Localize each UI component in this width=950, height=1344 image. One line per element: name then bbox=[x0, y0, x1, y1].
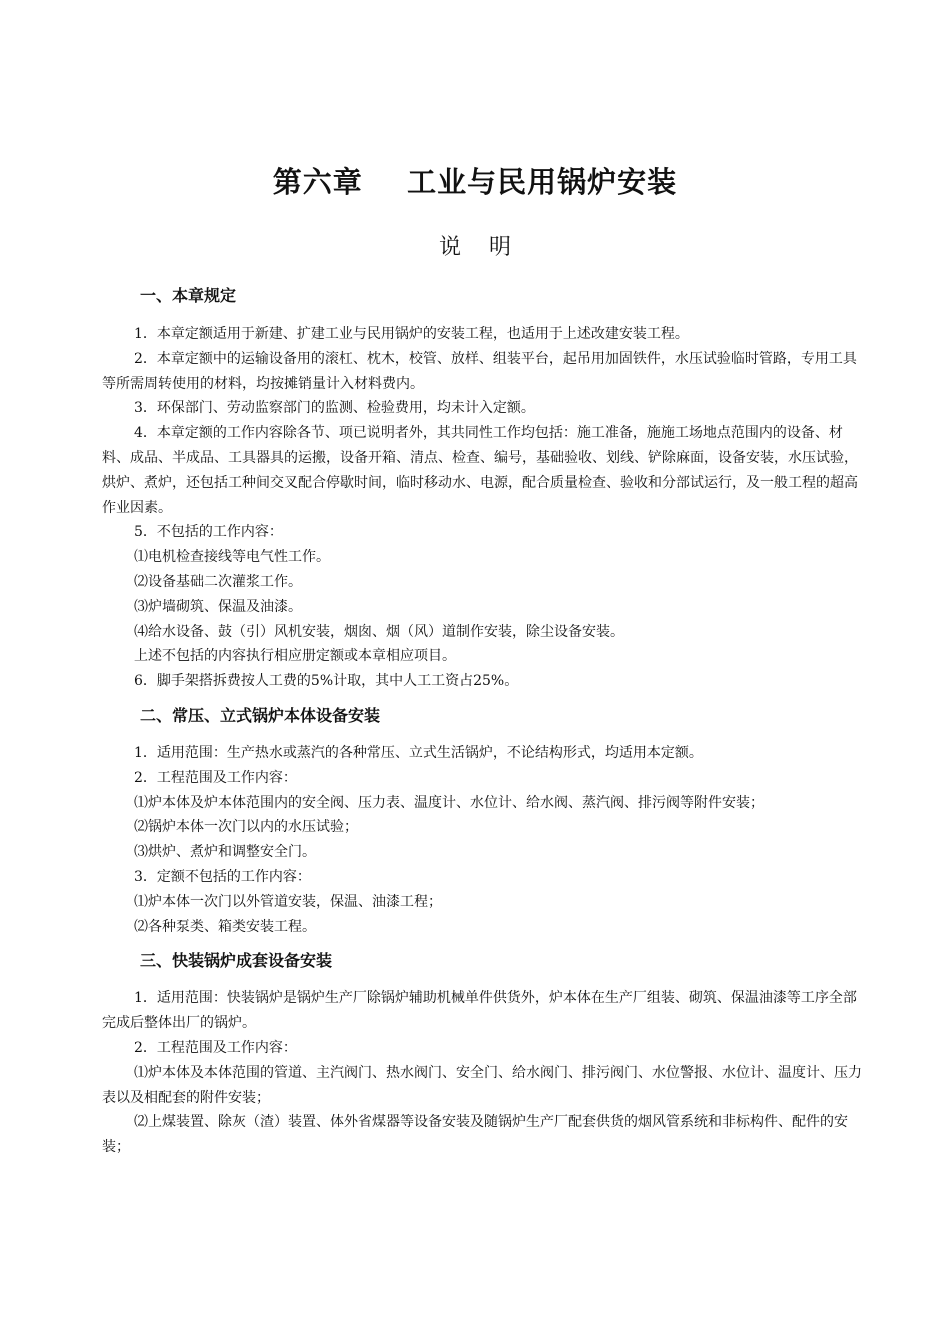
list-item: ⑴炉本体一次门以外管道安装，保温、油漆工程； bbox=[134, 893, 442, 910]
paragraph: 3．环保部门、劳动监察部门的监测、检验费用，均未计入定额。 bbox=[134, 400, 535, 417]
section-heading-3: 三、快装锅炉成套设备安装 bbox=[140, 951, 333, 971]
paragraph: 1．适用范围：快装锅炉是锅炉生产厂除锅炉辅助机械单件供货外，炉本体在生产厂组装、砌筑、保温油漆等工序全部完成后整体出厂的锅炉。 bbox=[102, 990, 857, 1032]
section-heading-2: 二、常压、立式锅炉本体设备安装 bbox=[140, 705, 381, 725]
paragraph: 2．本章定额中的运输设备用的滚杠、枕木，校管、放样、组装平台，起吊用加固铁件，水压试验临时管路，专用工具等所需周转使用的材料，均按摊销量计入材料费内。 bbox=[102, 350, 857, 392]
list-item: ⑵锅炉本体一次门以内的水压试验； bbox=[134, 819, 358, 836]
chapter-title: 第六章 工业与民用锅炉安装 bbox=[272, 165, 678, 199]
list-item: ⑷给水设备、鼓（引）风机安装，烟囱、烟（风）道制作安装，除尘设备安装。 bbox=[134, 623, 624, 640]
paragraph: 6．脚手架搭拆费按人工费的5%计取，其中人工工资占25%。 bbox=[134, 673, 519, 690]
paragraph: 5．不包括的工作内容： bbox=[134, 524, 283, 541]
list-item: ⑵设备基础二次灌浆工作。 bbox=[134, 573, 302, 590]
list-item: ⑵各种泵类、箱类安装工程。 bbox=[134, 918, 316, 935]
document-body bbox=[102, 280, 862, 1160]
list-item: ⑴电机检查接线等电气性工作。 bbox=[134, 549, 330, 566]
list-item: ⑶烘炉、煮炉和调整安全门。 bbox=[134, 844, 316, 861]
paragraph: 2．工程范围及工作内容： bbox=[134, 769, 297, 786]
list-item: ⑴炉本体及本体范围的管道、主汽阀门、热水阀门、安全门、给水阀门、排污阀门、水位警报、水位计、温度计、压力表以及相配套的附件安装； bbox=[102, 1064, 862, 1106]
list-item: ⑶炉墙砌筑、保温及油漆。 bbox=[134, 598, 302, 615]
list-item: ⑴炉本体及炉本体范围内的安全阀、压力表、温度计、水位计、给水阀、蒸汽阀、排污阀等附件安装； bbox=[134, 794, 764, 811]
paragraph: 2．工程范围及工作内容： bbox=[134, 1039, 297, 1056]
paragraph: 1．适用范围：生产热水或蒸汽的各种常压、立式生活锅炉，不论结构形式，均适用本定额。 bbox=[134, 744, 703, 761]
paragraph: 3．定额不包括的工作内容： bbox=[134, 868, 311, 885]
paragraph: 4．本章定额的工作内容除各节、项已说明者外，其共同性工作均包括：施工准备，施施工场地点范围内的设备、材料、成品、半成品、工具器具的运搬，设备开箱、清点、检查、编号，基础验收、划线、铲除麻面，设备安装，水压试验，烘炉、煮炉，还包括工种间交叉配合停歇时间，临时移动水、电源，配合质量检查、验收和分部试运行，及一般工程的超高作业因素。 bbox=[102, 425, 858, 516]
list-item: ⑵上煤装置、除灰（渣）装置、体外省煤器等设备安装及随锅炉生产厂配套供货的烟风管系统和非标构件、配件的安装； bbox=[102, 1114, 848, 1156]
paragraph: 1．本章定额适用于新建、扩建工业与民用锅炉的安装工程，也适用于上述改建安装工程。 bbox=[134, 326, 689, 342]
paragraph: 上述不包括的内容执行相应册定额或本章相应项目。 bbox=[134, 648, 456, 665]
section-heading-1: 一、本章规定 bbox=[140, 286, 237, 305]
section-subtitle: 说 明 bbox=[439, 235, 511, 260]
